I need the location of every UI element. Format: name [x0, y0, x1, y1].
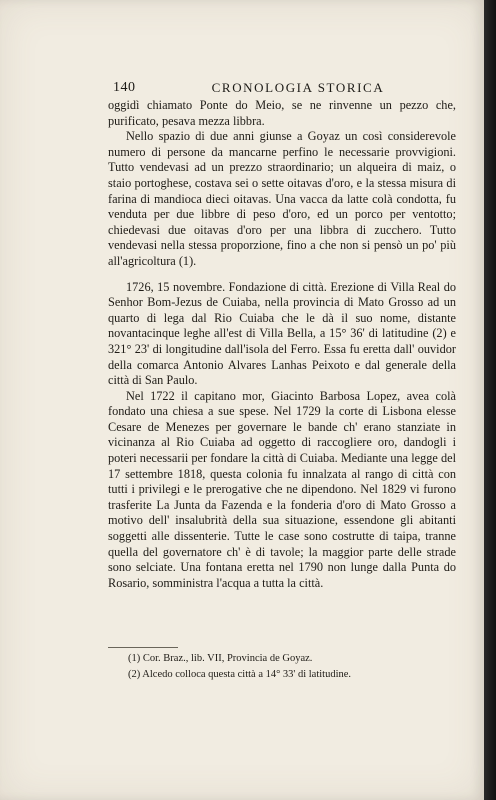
paragraph: Nel 1722 il capitano mor, Giacinto Barbosa Lopez, avea colà fondato una chiesa a sue spese. Nel 1729 la corte di Lisbona elesse Cesare de Menezes per governare le bande ch' erano stanziate in vicinanza al Rio Cuiaba ad oggetto di raccogliere oro, dandogli i poteri necessarii per fondare la città di Cuiaba. Mediante una legge del 17 settembre 1818, questa colonia fu innalzata al rango di città con tutti i privilegi e le prerogative che ne dipendono. Nel 1829 vi furono trasferite La Junta da Fazenda e la fonderia d'oro di Mato Grosso a motivo dell' insalubrità della sua situazione, essendone gli abitanti soggetti alle dissenterie. Tutte le case sono costrutte di taipa, tranne quella del governatore ch' è di tavole; la maggior parte delle strade sono selciate. Una fontana eretta nel 1790 non lunge dalla Punta do Rosario, somministra l'acqua a tutta la città. — [108, 388, 456, 590]
running-title: CRONOLOGIA STORICA — [211, 80, 385, 95]
footnotes — [128, 651, 448, 682]
page-number: 140 — [113, 80, 136, 95]
page-header — [113, 80, 453, 98]
paragraph: oggidì chiamato Ponte do Meio, se ne rinvenne un pezzo che, purificato, pesava mezza libbra. — [108, 98, 456, 128]
body-text — [108, 98, 456, 591]
paragraph-entry-1726: 1726, 15 novembre. Fondazione di città. Erezione di Villa Real do Senhor Bom-Jezus de Cuiaba, nella provincia di Mato Grosso ad un quarto di lega dal Rio Cuiaba che le dà il suo nome, distante novantacinque leghe all'est di Villa Bella, a 15° 36' di latitudine (2) e 321° 23' di longitudine dall'isola del Ferro. Essa fu eretta dall' ouvidor della comarca Antonio Alvares Lanhas Peixoto e dal generale della città di San Paulo. — [108, 279, 456, 388]
footnote-1: (1) Cor. Braz., lib. VII, Provincia de Goyaz. — [128, 653, 313, 664]
page-edge-shadow — [484, 0, 496, 800]
footnote-2: (2) Alcedo colloca questa città a 14° 33' di latitudine. — [128, 668, 352, 680]
footnote-divider — [108, 647, 178, 648]
paragraph: Nello spazio di due anni giunse a Goyaz un così considerevole numero di persone da mancarne perfino le necessarie provvigioni. Tutto vendevasi ad un prezzo straordinario; un alqueira di maiz, o staio portoghese, costava sei o sette oitavas d'oro, e la stessa misura di farina di mandioca dieci oitavas. Una vacca da latte colà condotta, fu venduta per due libbre di peso d'oro, ed un porco per ventotto; chiedevasi due oitavas d'oro per una libbra di zucchero. Tutto vendevasi nella stessa proporzione, fino a che non si pensò un po' più all'agricoltura (1). — [108, 129, 456, 268]
